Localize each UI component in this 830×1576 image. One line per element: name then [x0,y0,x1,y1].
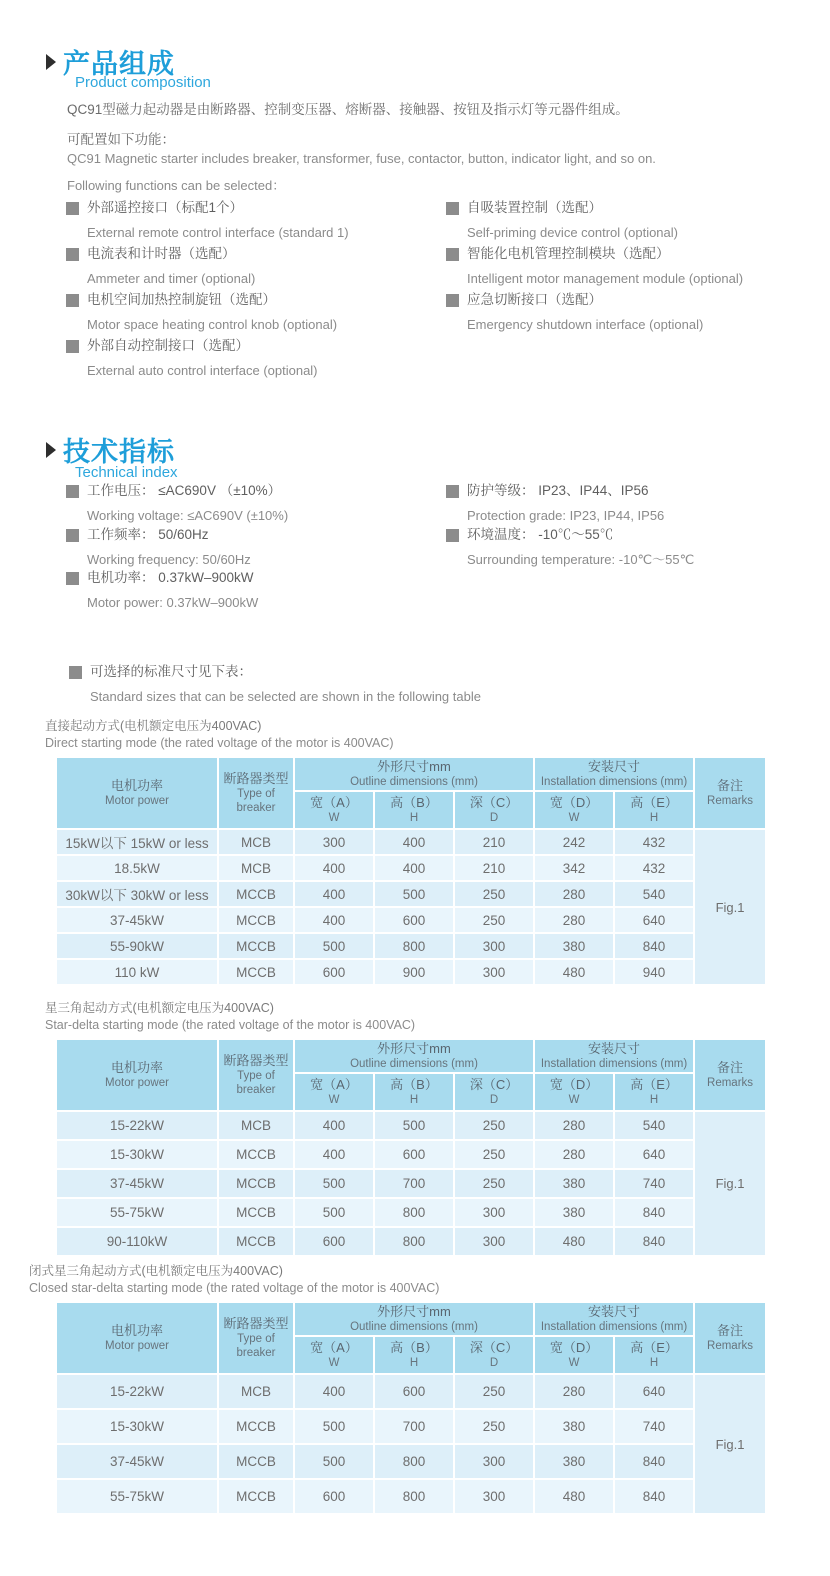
table-cell: 700 [374,1409,454,1444]
spec-zh: 环境温度： -10℃～55℃ [467,527,614,542]
section-arrow-icon [46,442,56,458]
table-cell: 300 [454,1444,534,1479]
closed-star-delta-table [55,1301,767,1515]
table-cell: 500 [374,881,454,907]
table-row [56,829,766,855]
table-cell: MCB [218,855,294,881]
spec-zh: 电机功率： 0.37kW–900kW [87,570,254,585]
table-cell: 940 [614,959,694,985]
table-cell: 400 [294,881,374,907]
header-height-e: 高（E） H [614,791,694,829]
header-motor-power: 电机功率 Motor power [56,1039,218,1111]
header-height-e: 高（E） H [614,1336,694,1374]
table-head [56,757,766,829]
header-breaker-type: 断路器类型 Type of breaker [218,1302,294,1374]
table-cell: 500 [294,1409,374,1444]
spec-en: Motor power: 0.37kW–900kW [87,595,259,610]
spec-item [66,525,251,570]
table-cell: 55-75kW [56,1198,218,1227]
remark-cell: Fig.1 [694,1111,766,1256]
table-cell: 55-90kW [56,933,218,959]
feature-en: Emergency shutdown interface (optional) [467,317,704,332]
note-zh: 可选择的标准尺寸见下表： [90,664,252,679]
table-cell: 800 [374,1227,454,1256]
table-cell: 300 [454,1479,534,1514]
intro-paragraph-en: QC91 Magnetic starter includes breaker, transformer, fuse, contactor, button, indicator light, and so on. [67,151,656,166]
spec-en: Protection grade: IP23, IP44, IP56 [467,508,665,523]
table-cell: 300 [454,1227,534,1256]
feature-en: Ammeter and timer (optional) [87,271,256,286]
table-cell: 300 [454,933,534,959]
table-cell: 740 [614,1169,694,1198]
table-cell: 480 [534,959,614,985]
star-delta-section [45,1000,767,1257]
table-head [56,1302,766,1374]
intro-paragraph-zh: QC91型磁力起动器是由断路器、控制变压器、熔断器、接触器、按钮及指示灯等元器件组成。 [67,102,629,117]
header-height-b: 高（B） H [374,791,454,829]
table-cell: 500 [294,1198,374,1227]
direct-starting-table [55,756,767,986]
table-cell: 18.5kW [56,855,218,881]
header-remarks: 备注 Remarks [694,1302,766,1374]
table-cell: MCB [218,1374,294,1409]
spec-en: Working voltage: ≤AC690V (±10%) [87,508,289,523]
header-width-d: 宽（D） W [534,791,614,829]
table-cell: 250 [454,907,534,933]
table-cell: 300 [454,1198,534,1227]
header-width-a: 宽（A） W [294,1336,374,1374]
standard-sizes-note [69,662,481,707]
table-cell: 15-30kW [56,1140,218,1169]
table-cell: MCCB [218,1169,294,1198]
header-height-b: 高（B） H [374,1336,454,1374]
section-arrow-icon [46,54,56,70]
table-caption-en: Closed star-delta starting mode (the rated voltage of the motor is 400VAC) [29,1281,440,1295]
spec-item [446,525,694,570]
table-cell: MCCB [218,1444,294,1479]
header-height-e: 高（E） H [614,1073,694,1111]
table-cell: MCCB [218,959,294,985]
table-cell: 500 [294,1444,374,1479]
bullet-square-icon [446,529,459,542]
table-cell: 90-110kW [56,1227,218,1256]
table-body [56,1111,766,1256]
bullet-square-icon [69,666,82,679]
table-cell: 400 [374,829,454,855]
table-cell: 600 [374,1140,454,1169]
table-cell: 55-75kW [56,1479,218,1514]
table-cell: 500 [294,933,374,959]
table-body [56,1374,766,1514]
table-cell: 15-22kW [56,1111,218,1140]
table-cell: 800 [374,1479,454,1514]
section-title-zh: 技术指标 [63,437,175,467]
header-outline-dimensions: 外形尺寸mm Outline dimensions (mm) [294,1302,534,1336]
table-cell: 15-30kW [56,1409,218,1444]
table-row [56,1111,766,1140]
table-cell: 280 [534,907,614,933]
table-cell: 640 [614,1374,694,1409]
direct-starting-section [45,718,767,986]
table-cell: 840 [614,1227,694,1256]
table-cell: 110 kW [56,959,218,985]
header-breaker-type: 断路器类型 Type of breaker [218,757,294,829]
table-row [56,907,766,933]
header-breaker-type: 断路器类型 Type of breaker [218,1039,294,1111]
table-cell: 740 [614,1409,694,1444]
feature-item [446,244,743,289]
feature-zh: 智能化电机管理控制模块（选配） [467,246,670,261]
table-row [56,1140,766,1169]
table-caption-zh: 星三角起动方式(电机额定电压为400VAC) [45,1001,274,1015]
table-cell: 480 [534,1479,614,1514]
table-cell: MCCB [218,1479,294,1514]
table-cell: 210 [454,829,534,855]
table-cell: 30kW以下 30kW or less [56,881,218,907]
bullet-square-icon [446,294,459,307]
table-head [56,1039,766,1111]
table-cell: 700 [374,1169,454,1198]
header-width-a: 宽（A） W [294,1073,374,1111]
header-width-a: 宽（A） W [294,791,374,829]
table-row [56,881,766,907]
table-cell: 342 [534,855,614,881]
star-delta-table [55,1038,767,1257]
section-title-zh: 产品组成 [63,49,175,79]
table-cell: 280 [534,1140,614,1169]
bullet-square-icon [446,202,459,215]
table-cell: 900 [374,959,454,985]
table-cell: 400 [294,855,374,881]
feature-item [66,290,337,335]
bullet-square-icon [66,485,79,498]
spec-item [66,568,258,613]
feature-item [446,290,703,335]
table-cell: 15-22kW [56,1374,218,1409]
header-outline-dimensions: 外形尺寸mm Outline dimensions (mm) [294,757,534,791]
table-row [56,959,766,985]
spec-item [446,481,664,526]
table-cell: 800 [374,1198,454,1227]
header-installation-dimensions: 安装尺寸 Installation dimensions (mm) [534,757,694,791]
table-row [56,1374,766,1409]
table-cell: MCCB [218,1198,294,1227]
table-cell: 250 [454,881,534,907]
table-row [56,1169,766,1198]
spec-item [66,481,288,526]
feature-zh: 自吸装置控制（选配） [467,200,602,215]
table-cell: 600 [374,907,454,933]
table-row [56,855,766,881]
bullet-square-icon [66,294,79,307]
header-motor-power: 电机功率 Motor power [56,757,218,829]
table-cell: 300 [454,959,534,985]
table-cell: 250 [454,1111,534,1140]
table-cell: 280 [534,1374,614,1409]
closed-star-delta-section [29,1263,767,1515]
table-caption-zh: 闭式星三角起动方式(电机额定电压为400VAC) [29,1264,283,1278]
feature-en: Intelligent motor management module (optional) [467,271,744,286]
header-remarks: 备注 Remarks [694,1039,766,1111]
table-cell: 540 [614,881,694,907]
table-cell: 210 [454,855,534,881]
table-cell: 380 [534,1444,614,1479]
bullet-square-icon [66,529,79,542]
section-title-en: Product composition [75,74,211,91]
spec-en: Working frequency: 50/60Hz [87,552,251,567]
table-cell: MCCB [218,933,294,959]
spec-zh: 工作电压： ≤AC690V （±10%） [87,483,282,498]
table-row [56,1479,766,1514]
table-cell: 37-45kW [56,1169,218,1198]
table-row [56,933,766,959]
table-cell: 600 [294,1227,374,1256]
table-row [56,1198,766,1227]
header-depth-c: 深（C） D [454,791,534,829]
table-cell: 500 [294,1169,374,1198]
table-cell: 480 [534,1227,614,1256]
header-outline-dimensions: 外形尺寸mm Outline dimensions (mm) [294,1039,534,1073]
table-cell: 840 [614,1479,694,1514]
table-cell: 840 [614,1198,694,1227]
table-cell: 250 [454,1374,534,1409]
feature-item [66,198,349,243]
table-caption-en: Direct starting mode (the rated voltage of the motor is 400VAC) [45,736,394,750]
table-cell: 15kW以下 15kW or less [56,829,218,855]
feature-en: Motor space heating control knob (optional) [87,317,338,332]
table-cell: MCCB [218,1227,294,1256]
table-cell: MCCB [218,1409,294,1444]
table-row [56,1409,766,1444]
section-title-en: Technical index [75,464,178,481]
header-motor-power: 电机功率 Motor power [56,1302,218,1374]
feature-item [66,336,318,381]
table-cell: 840 [614,1444,694,1479]
header-height-b: 高（B） H [374,1073,454,1111]
table-caption-zh: 直接起动方式(电机额定电压为400VAC) [45,719,262,733]
table-cell: MCB [218,829,294,855]
feature-zh: 应急切断接口（选配） [467,292,602,307]
remark-cell: Fig.1 [694,1374,766,1514]
feature-zh: 电流表和计时器（选配） [87,246,236,261]
table-cell: 300 [294,829,374,855]
header-width-d: 宽（D） W [534,1336,614,1374]
table-cell: 432 [614,829,694,855]
table-cell: 380 [534,933,614,959]
table-cell: 250 [454,1169,534,1198]
table-cell: 280 [534,881,614,907]
header-installation-dimensions: 安装尺寸 Installation dimensions (mm) [534,1039,694,1073]
table-cell: 37-45kW [56,907,218,933]
config-line-en: Following functions can be selected： [67,178,286,193]
spec-zh: 防护等级： IP23、IP44、IP56 [467,483,649,498]
bullet-square-icon [66,340,79,353]
feature-item [446,198,678,243]
table-cell: 500 [374,1111,454,1140]
table-cell: 600 [374,1374,454,1409]
feature-item [66,244,255,289]
remark-cell: Fig.1 [694,829,766,985]
table-cell: MCB [218,1111,294,1140]
table-cell: 242 [534,829,614,855]
bullet-square-icon [446,485,459,498]
header-installation-dimensions: 安装尺寸 Installation dimensions (mm) [534,1302,694,1336]
spec-zh: 工作频率： 50/60Hz [87,527,209,542]
table-cell: 400 [294,1140,374,1169]
table-body [56,829,766,985]
table-cell: 380 [534,1198,614,1227]
table-cell: 280 [534,1111,614,1140]
spec-en: Surrounding temperature: -10℃～55℃ [467,552,695,567]
header-width-d: 宽（D） W [534,1073,614,1111]
table-cell: 250 [454,1409,534,1444]
feature-en: External remote control interface (standard 1) [87,225,349,240]
bullet-square-icon [66,248,79,261]
table-cell: 600 [294,959,374,985]
feature-en: Self-priming device control (optional) [467,225,678,240]
table-cell: 380 [534,1169,614,1198]
table-caption-en: Star-delta starting mode (the rated voltage of the motor is 400VAC) [45,1018,416,1032]
header-depth-c: 深（C） D [454,1073,534,1111]
table-cell: 37-45kW [56,1444,218,1479]
table-row [56,1227,766,1256]
table-cell: 250 [454,1140,534,1169]
note-en: Standard sizes that can be selected are shown in the following table [90,689,481,704]
config-line-zh: 可配置如下功能： [67,132,175,147]
table-cell: 540 [614,1111,694,1140]
table-cell: 400 [374,855,454,881]
table-cell: MCCB [218,907,294,933]
table-cell: 840 [614,933,694,959]
feature-en: External auto control interface (optional) [87,363,318,378]
table-cell: 600 [294,1479,374,1514]
bullet-square-icon [66,202,79,215]
table-row [56,1444,766,1479]
feature-zh: 电机空间加热控制旋钮（选配） [87,292,276,307]
table-cell: 380 [534,1409,614,1444]
feature-zh: 外部自动控制接口（选配） [87,338,249,353]
table-cell: 400 [294,1111,374,1140]
table-cell: 432 [614,855,694,881]
table-cell: MCCB [218,1140,294,1169]
table-cell: 800 [374,1444,454,1479]
table-cell: 640 [614,1140,694,1169]
header-depth-c: 深（C） D [454,1336,534,1374]
feature-zh: 外部遥控接口（标配1个） [87,200,244,215]
header-remarks: 备注 Remarks [694,757,766,829]
bullet-square-icon [446,248,459,261]
table-cell: 400 [294,907,374,933]
table-cell: 400 [294,1374,374,1409]
table-cell: 640 [614,907,694,933]
bullet-square-icon [66,572,79,585]
table-cell: MCCB [218,881,294,907]
table-cell: 800 [374,933,454,959]
